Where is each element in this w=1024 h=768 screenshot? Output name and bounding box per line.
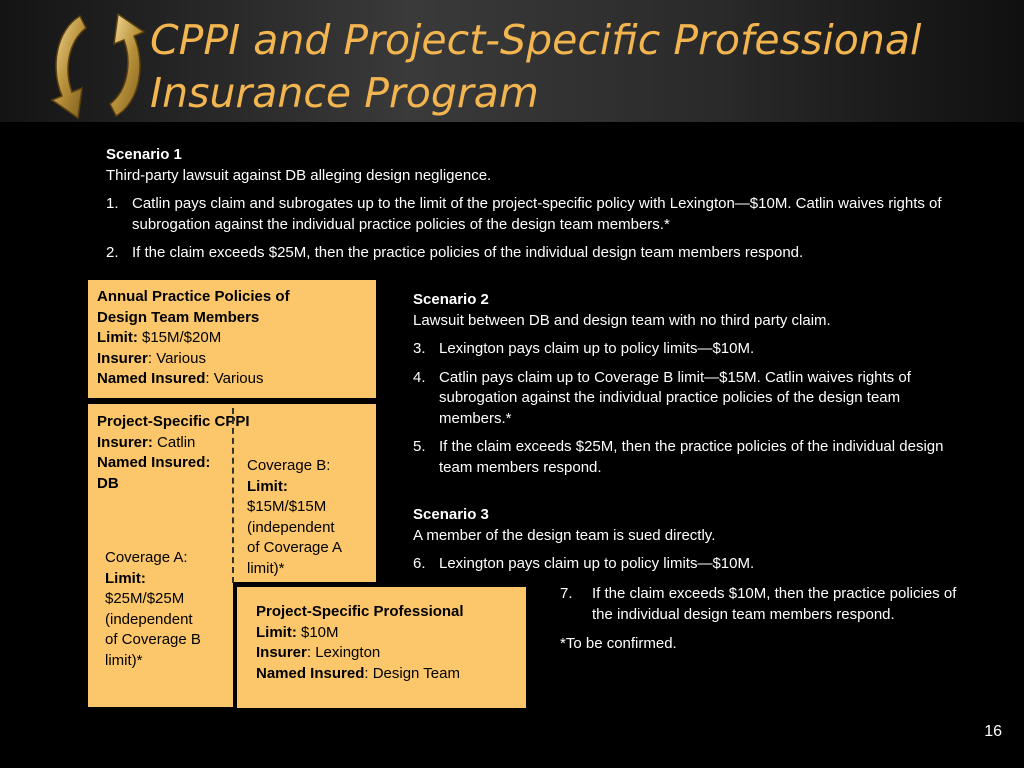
- scenario-3-description: A member of the design team is sued directly.: [413, 526, 716, 544]
- box-title-line: Design Team Members: [97, 308, 260, 326]
- list-item: 2. If the claim exceeds $25M, then the practice policies of the individual design team members respond.: [106, 244, 804, 261]
- box-limit: Limit: $10M: [256, 623, 339, 641]
- box-limit: Limit: $15M/$20M: [97, 329, 222, 346]
- footnote: *To be confirmed.: [560, 635, 677, 652]
- list-item: 4. Catlin pays claim up to Coverage B limit—$15M. Catlin waives rights of subrogation against the individual practice policies of the design team members.*: [413, 368, 911, 427]
- page-number: 16: [984, 723, 1002, 740]
- scenario-2-description: Lawsuit between DB and design team with no third party claim.: [413, 311, 831, 329]
- box-named-insured: Named Insured: Design Team: [256, 664, 460, 682]
- list-item: 1. Catlin pays claim and subrogates up to the limit of the project-specific policy with Lexington—$10M. Catlin waives rights of subrogation against the individual practice policies of the design team members.*: [106, 195, 942, 233]
- project-specific-professional-box: [237, 587, 526, 708]
- coverage-a-text: Coverage A: Limit: $25M/$25M (independent of Coverage B limit)*: [105, 549, 201, 669]
- box-insurer: Insurer: Lexington: [256, 644, 381, 661]
- scenario-3-continued: [560, 584, 960, 655]
- scenario-1-heading: Scenario 1: [106, 146, 182, 163]
- scenario-3-heading: Scenario 3: [413, 506, 489, 523]
- list-item: 6. Lexington pays claim up to policy limits—$10M.: [413, 555, 755, 572]
- list-item: 7. If the claim exceeds $10M, then the practice policies of the individual design team members respond.: [560, 585, 957, 623]
- box-title: Project-Specific CPPI: [97, 413, 250, 430]
- annual-practice-policies-box: [88, 280, 376, 398]
- box-title: Project-Specific Professional: [256, 603, 464, 620]
- coverage-divider: [232, 408, 234, 583]
- box-named-insured: Named Insured: Various: [97, 370, 264, 387]
- coverage-b-text: Coverage B: Limit: $15M/$15M (independent of Coverage A limit)*: [247, 457, 343, 577]
- scenario-2-heading: Scenario 2: [413, 291, 489, 308]
- circular-arrows-icon: [44, 8, 152, 124]
- title-line-1: CPPI and Project-Specific Professional: [150, 16, 922, 64]
- scenario-1-description: Third-party lawsuit against DB alleging design negligence.: [106, 166, 492, 184]
- box-named-insured-value: DB: [97, 474, 119, 492]
- box-named-insured: Named Insured:: [97, 454, 211, 471]
- box-insurer: Insurer: Catlin: [97, 433, 196, 451]
- scenario-2-block: [413, 290, 988, 478]
- scenario-1-block: [106, 145, 966, 264]
- list-item: 3. Lexington pays claim up to policy limits—$10M.: [413, 340, 755, 357]
- cppi-box-text: [97, 412, 250, 494]
- title-line-2: Insurance Program: [150, 69, 539, 117]
- scenario-3-block: [413, 505, 913, 575]
- box-title-line: Annual Practice Policies of: [97, 288, 290, 305]
- box-insurer: Insurer: Various: [97, 349, 206, 367]
- list-item: 5. If the claim exceeds $25M, then the practice policies of the individual design team members respond.: [413, 438, 944, 476]
- page-title: [150, 14, 921, 120]
